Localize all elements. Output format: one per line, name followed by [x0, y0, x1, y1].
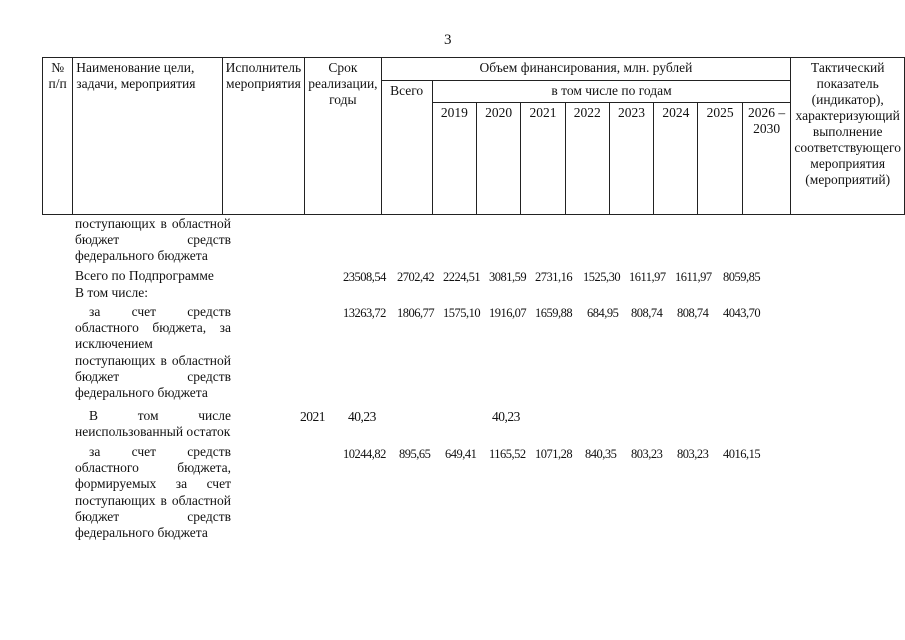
value-2021: 40,23 — [492, 409, 520, 424]
row-description: Всего по Подпрограмме — [75, 268, 214, 283]
value-2021: 3081,59 — [489, 270, 527, 284]
year-header: 2023 — [609, 103, 653, 215]
value-2026-2030: 4043,70 — [723, 306, 761, 320]
value-total: 13263,72 — [343, 306, 386, 320]
year-header: 2022 — [565, 103, 609, 215]
col-by-years-header: в том числе по годам — [432, 81, 791, 103]
col-executor-header: Исполнитель мероприятия — [222, 58, 305, 215]
value-2024: 1611,97 — [629, 270, 666, 284]
value-2023: 684,95 — [587, 306, 619, 320]
year-header: 2026 – 2030 — [742, 103, 791, 215]
year-header: 2024 — [654, 103, 698, 215]
value-2019: 2702,42 — [397, 270, 435, 284]
value-2019: 895,65 — [399, 447, 431, 461]
value-2025: 1611,97 — [675, 270, 712, 284]
value-2019: 1806,77 — [397, 306, 435, 320]
value-2020: 2224,51 — [443, 270, 481, 284]
row-description: за счет средств областного бюджета, за исключением поступающих в областной бюджет средств федерального бюджета — [75, 304, 231, 401]
value-2026-2030: 8059,85 — [723, 270, 761, 284]
value-2022: 2731,16 — [535, 270, 573, 284]
value-2021: 1165,52 — [489, 447, 526, 461]
row-description: В том числе: — [75, 285, 148, 300]
value-2020: 649,41 — [445, 447, 477, 461]
row-description: В том числе неиспользованный остаток — [75, 408, 231, 440]
col-total-header: Всего — [381, 81, 432, 215]
value-2022: 1071,28 — [535, 447, 573, 461]
col-name-header: Наименование цели, задачи, мероприятия — [73, 58, 222, 215]
value-2025: 803,23 — [677, 447, 709, 461]
year-header: 2025 — [698, 103, 742, 215]
page-number: 3 — [444, 32, 452, 48]
year-header: 2021 — [521, 103, 565, 215]
value-total: 10244,82 — [343, 447, 386, 461]
year-header: 2019 — [432, 103, 476, 215]
value-total: 23508,54 — [343, 270, 386, 284]
col-no-header: № п/п — [43, 58, 73, 215]
value-2024: 803,23 — [631, 447, 663, 461]
value-2026-2030: 4016,15 — [723, 447, 761, 461]
value-2020: 1575,10 — [443, 306, 481, 320]
value-2024: 808,74 — [631, 306, 663, 320]
value-2022: 1659,88 — [535, 306, 573, 320]
value-2023: 1525,30 — [583, 270, 621, 284]
value-2021: 1916,07 — [489, 306, 527, 320]
col-indicator-header: Тактический показатель (индикатор), характеризующий выполнение соответствующего мероприятия (мероприятий) — [791, 58, 905, 215]
table-header — [42, 57, 905, 215]
value-total: 40,23 — [348, 409, 376, 424]
col-term-header: Срок реализации, годы — [305, 58, 381, 215]
value-2025: 808,74 — [677, 306, 709, 320]
value-term: 2021 — [300, 409, 325, 424]
row-description: поступающих в областной бюджет средств федерального бюджета — [75, 216, 231, 264]
value-2023: 840,35 — [585, 447, 617, 461]
year-header: 2020 — [477, 103, 521, 215]
row-description: за счет средств областного бюджета, формируемых за счет поступающих в областной бюджет средств федерального бюджета — [75, 444, 231, 541]
col-volume-header: Объем финансирования, млн. рублей — [381, 58, 791, 81]
